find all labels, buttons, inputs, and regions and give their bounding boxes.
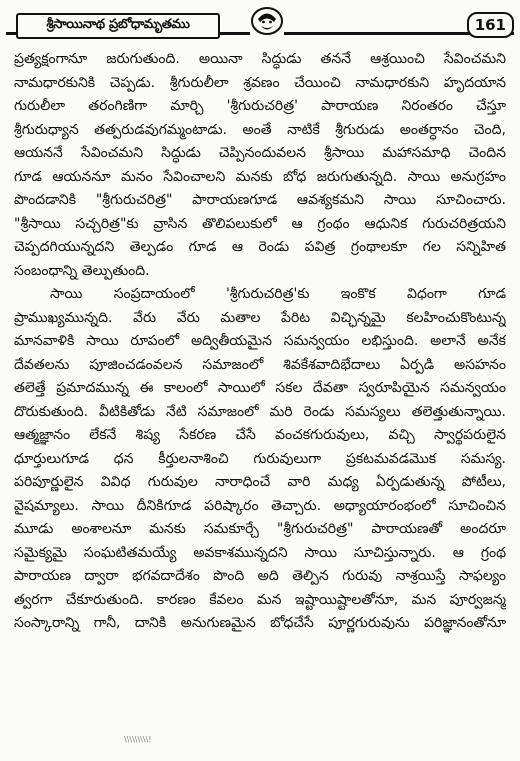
text-line: సాయి సంప్రదాయంలో 'శ్రీగురుచరిత్ర'కు ఇంకొక విధంగా గూడ [50, 286, 506, 302]
text-line: సంస్కారాన్ని గానీ, దానికి అనుగుణమైన బోధచేసే పూర్ణగురువును పరిజ్ఞానంతోనూ [14, 615, 506, 631]
text-line: వైషమ్యాలు. సాయి దీనికిగూడ పరిష్కారం తెచ్చారు. అధ్యాయారంభంలో సూచించిన [14, 497, 506, 514]
text-line: సంబంధాన్ని తెల్పుతుంది. [14, 262, 150, 279]
text-line: మానవాళికి సాయి రూపంలో అద్వితీయమైన సమన్వయం లభిస్తుంది. అలానే అనేక [14, 333, 506, 349]
text-line: దేవతలను పూజించడంవలన సమాజంలో శివకేశవాదిభేదాలు ఏర్పడి అసహనం [14, 356, 506, 373]
text-line: ప్రత్యక్షంగానూ జరుగుతుంది. అయినా సిద్ధుడు తననే ఆశ్రయించి సేవించమని [14, 51, 506, 67]
text-line: సమైక్యమై సంఘటితమయ్యే అవకాశమున్నదని సాయి సూచిస్తున్నారు. ఆ గ్రంథ [14, 544, 506, 561]
text-line: ధూర్తులుగూడ ధన కీర్తులనాశించి గురువులుగా ప్రకటమవడమొక సమస్య. [14, 450, 506, 467]
footer-mark: \\\\\\\\\! [124, 735, 152, 744]
text-line: ప్రాముఖ్యమున్నది. వేరు వేరు మతాల పేరిట విచ్ఛిన్నమై కలహించుకొంటున్న [14, 309, 506, 326]
text-line: తలెత్తే ప్రమాదమున్న ఈ కాలంలో సాయిలో సకల దేవతా స్వరూపియైన సమన్వయం [14, 380, 506, 396]
text-line: ఆత్మజ్ఞానం లేకనే శిష్య సేకరణ చేసే వంచకగురువులు, వచ్చి స్వార్థపరులైన [14, 427, 506, 443]
text-line: పొందడానికి "శ్రీగురుచరిత్ర" పారాయణగూడ ఆవశ్యకమని సాయి సూచించారు. [14, 192, 506, 208]
book-title: శ్రీసాయినాథ ప్రబోధామృతము [16, 13, 220, 39]
text-line: త్వరగా చేకూరుతుంది. కారణం కేవలం మన ఇష్టాయిష్టాలతోనూ, మన పూర్వజన్మ [14, 591, 506, 608]
text-line: గురులీలా తరంగిణిగా మార్చి 'శ్రీగురుచరిత్ర' పారాయణ నిరంతరం చేస్తూ [14, 98, 506, 114]
text-line: ఆయననే సేవించమని సిద్ధుడు చెప్పినందువలన శ్రీసాయి మహాసమాధి చెందిన [14, 145, 506, 161]
text-line: నామధారకునికి చెప్పడు. శ్రీగురులీలా శ్రవణం చేయించి నామధారకుని హృదయాన [14, 74, 506, 91]
text-line: పారాయణ ద్వారా భగవదాదేశం పొంది అది తెల్పిన గురువు నాశ్రయిస్తే సాఫల్యం [14, 568, 506, 584]
page-header [6, 10, 514, 38]
body-text [14, 48, 506, 636]
text-line: "శ్రీసాయి సచ్చరిత్ర"కు వ్రాసిన తొలిపలుకులో ఆ గ్రంథం ఆధునిక గురుచరిత్రయని [14, 215, 506, 232]
text-line: గూడ ఆయననూ మనం సేవించాలని మనకు బోధ జరుగుతున్నది. సాయి అనుగ్రహం [14, 168, 506, 185]
sai-baba-portrait-icon [250, 6, 284, 36]
text-line: శ్రీగురుధ్యాన తత్పరుడవుగమ్మంటాడు. అంతే నాటికే శ్రీగురుడు అంతర్ధానం చెంది, [14, 121, 506, 138]
text-line: చెప్పదగియున్నదని తెల్పడం గూడ ఆ రెండు పవిత్ర గ్రంథాలకూ గల సన్నిహిత [14, 239, 506, 255]
text-line: మూడు అంశాలనూ మనకు సమకూర్చే "శ్రీగురుచరిత్ర" పారాయణతో అందరూ [14, 521, 506, 537]
text-line: పరిపూర్ణులైన వివిధ గురువుల నారాధించే వారి మధ్య ఏర్పడుతున్న పోటీలు, [14, 474, 506, 490]
text-line: దొరుకుతుంది. వీటికితోడు నేటి సమాజంలో మరి రెండు సమస్యలు తలెత్తుతున్నాయి. [14, 403, 506, 420]
page-number: 161 [467, 12, 514, 38]
